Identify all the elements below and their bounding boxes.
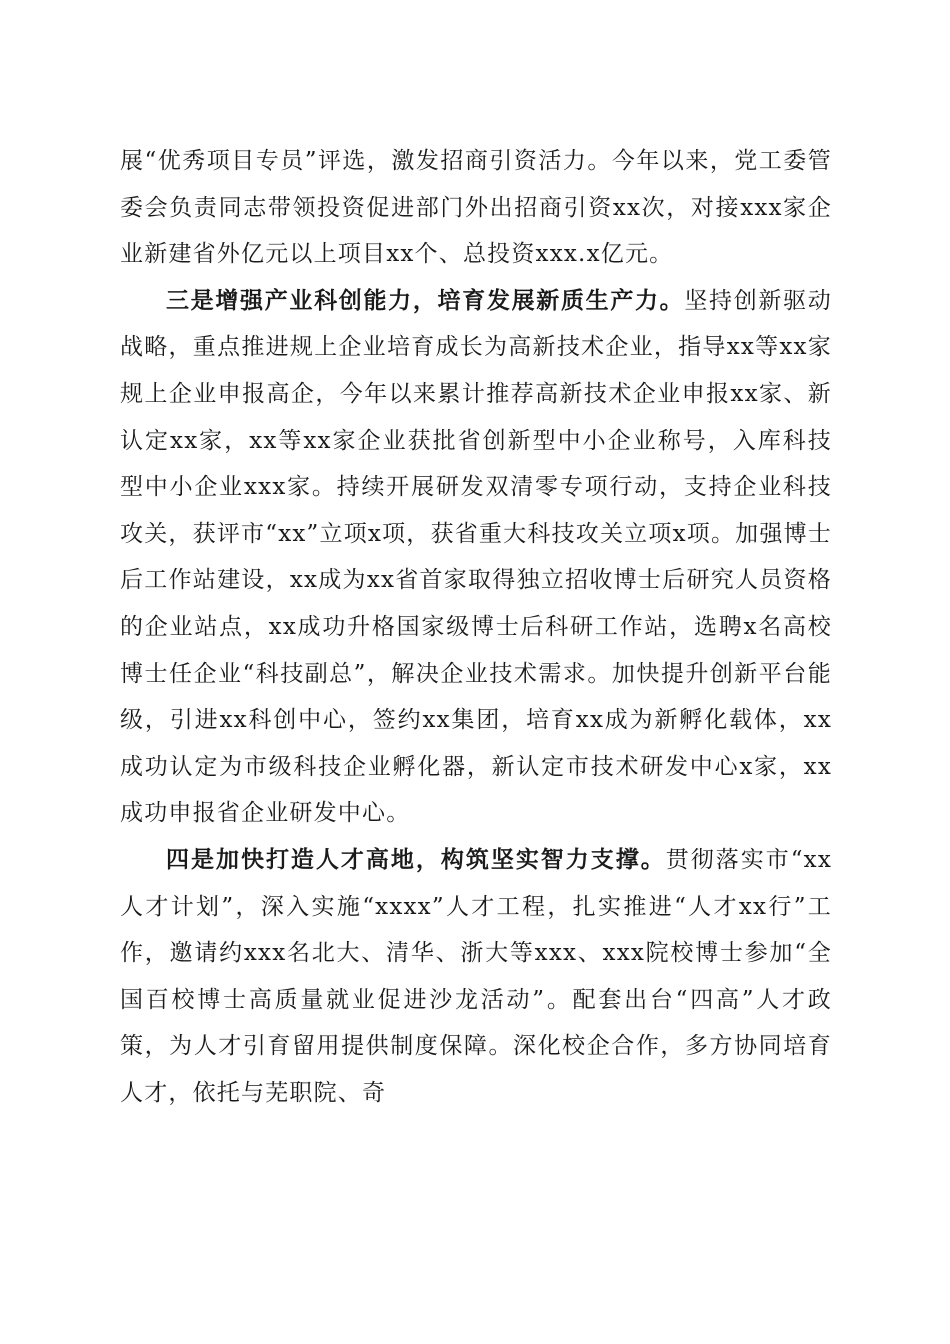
paragraph-innovation bbox=[120, 278, 832, 837]
paragraph-talent bbox=[120, 837, 832, 1117]
paragraph-lead: 三是增强产业科创能力，培育发展新质生产力。 bbox=[166, 287, 685, 314]
paragraph-continued bbox=[120, 138, 832, 278]
paragraph-lead: 四是加快打造人才高地，构筑坚实智力支撑。 bbox=[166, 846, 666, 873]
paragraph-text: 展“优秀项目专员”评选，激发招商引资活力。今年以来，党工委管委会负责同志带领投资促进部门外出招商引资xx次，对接xxx家企业新建省外亿元以上项目xx个、总投资xxx.x亿元。 bbox=[120, 148, 832, 268]
document-body bbox=[120, 138, 832, 1116]
paragraph-text: 坚持创新驱动战略，重点推进规上企业培育成长为高新技术企业，指导xx等xx家规上企业申报高企，今年以来累计推荐高新技术企业申报xx家、新认定xx家，xx等xx家企业获批省创新型中小企业称号，入库科技型中小企业xxx家。持续开展研发双清零专项行动，支持企业科技攻关，获评市“xx”立项x项，获省重大科技攻关立项x项。加强博士后工作站建设，xx成为xx省首家取得独立招收博士后研究人员资格的企业站点，xx成功升格国家级博士后科研工作站，选聘x名高校博士任企业“科技副总”，解决企业技术需求。加快提升创新平台能级，引进xx科创中心，签约xx集团，培育xx成为新孵化载体，xx成功认定为市级科技企业孵化器，新认定市技术研发中心x家，xx成功申报省企业研发中心。 bbox=[120, 287, 832, 827]
paragraph-text: 贯彻落实市“xx人才计划”，深入实施“xxxx”人才工程，扎实推进“人才xx行”工作，邀请约xxx名北大、清华、浙大等xxx、xxx院校博士参加“全国百校博士高质量就业促进沙龙活动”。配套出台“四高”人才政策，为人才引育留用提供制度保障。深化校企合作，多方协同培育人才，依托与芜职院、奇 bbox=[120, 846, 832, 1106]
